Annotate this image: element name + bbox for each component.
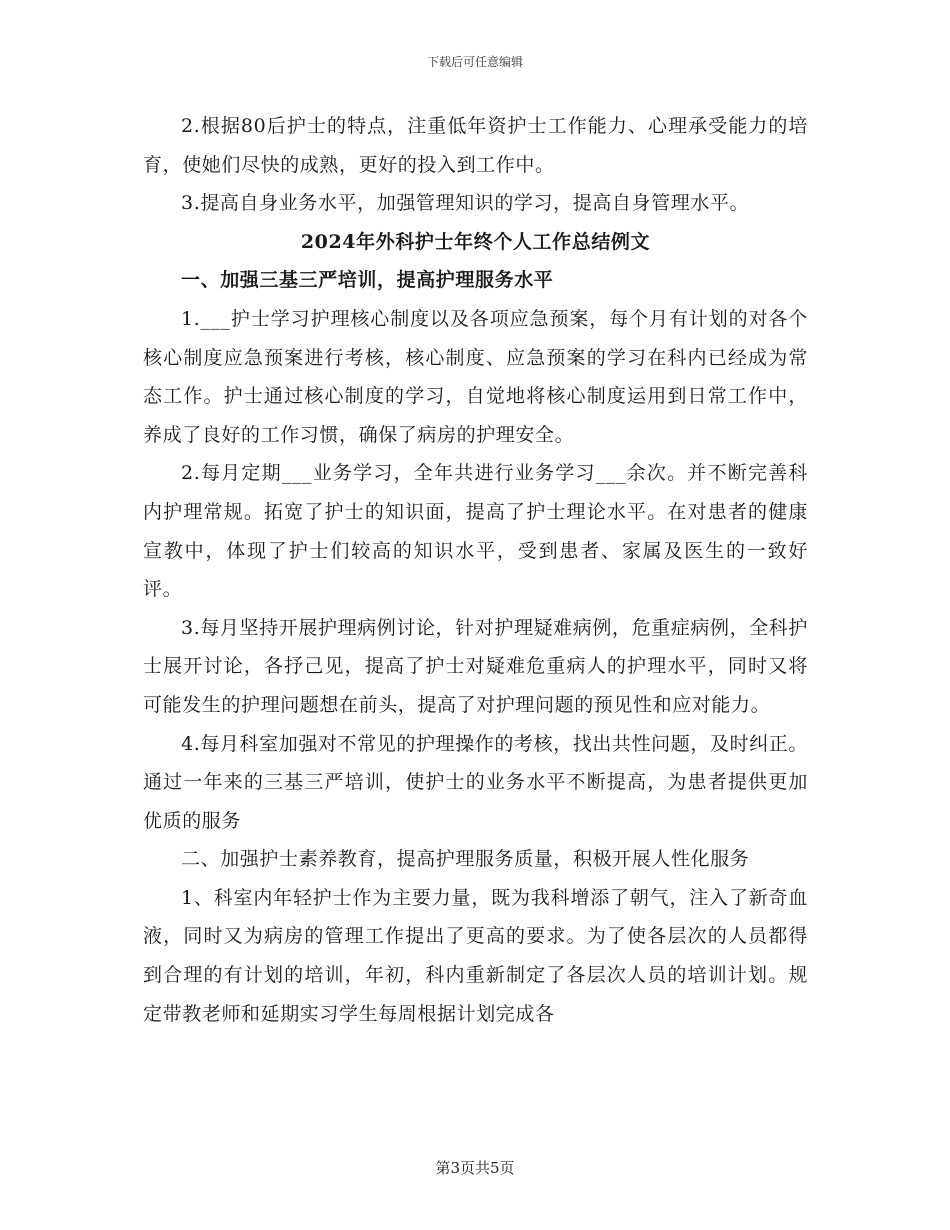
list-item: 2.每月定期___业务学习，全年共进行业务学习___余次。并不断完善科内护理常规。拓宽了护士的知识面，提高了护士理论水平。在对患者的健康宣教中，体现了护士们较高的知识水平，受到患者、家属及医生的一致好评。 — [143, 462, 808, 601]
document-body — [143, 107, 808, 1033]
list-item: 1、科室内年轻护士作为主要力量，既为我科增添了朝气，注入了新奇血液，同时又为病房的管理工作提出了更高的要求。为了使各层次的人员都得到合理的有计划的培训，年初，科内重新制定了各层次人员的培训计划。规定带教老师和延期实习学生每周根据计划完成各 — [143, 886, 808, 1025]
page-number: 第3页共5页 — [435, 1159, 515, 1177]
page-header: 下载后可任意编辑 — [426, 55, 523, 69]
document-title: 2024年外科护士年终个人工作总结例文 — [300, 230, 651, 253]
list-item: 3.每月坚持开展护理病例讨论，针对护理疑难病例，危重症病例，全科护士展开讨论，各抒己见，提高了护士对疑难危重病人的护理水平，同时又将可能发生的护理问题想在前头，提高了对护理问题的预见性和应对能力。 — [143, 616, 808, 716]
paragraph: 3.提高自身业务水平，加强管理知识的学习，提高自身管理水平。 — [181, 192, 750, 215]
section-heading: 二、加强护士素养教育，提高护理服务质量，积极开展人性化服务 — [181, 848, 750, 871]
section-heading: 一、加强三基三严培训，提高护理服务水平 — [181, 269, 554, 292]
list-item: 4.每月科室加强对不常见的护理操作的考核，找出共性问题，及时纠正。通过一年来的三基三严培训，使护士的业务水平不断提高，为患者提供更加优质的服务 — [143, 732, 808, 832]
list-item: 1.___护士学习护理核心制度以及各项应急预案，每个月有计划的对各个核心制度应急预案进行考核，核心制度、应急预案的学习在科内已经成为常态工作。护士通过核心制度的学习，自觉地将核心制度运用到日常工作中，养成了良好的工作习惯，确保了病房的护理安全。 — [143, 307, 808, 446]
paragraph: 2.根据80后护士的特点，注重低年资护士工作能力、心理承受能力的培育，使她们尽快的成熟，更好的投入到工作中。 — [143, 115, 808, 176]
